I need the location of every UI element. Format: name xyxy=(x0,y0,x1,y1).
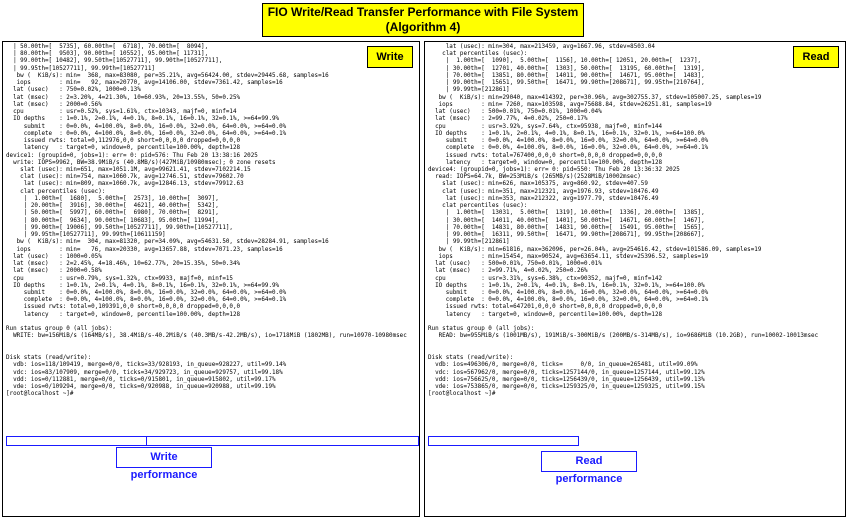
read-terminal-line: | 99.00th=[ 15651, 99.50th=[ 16471, 99.90th=[208671], 99.95th=[210764], xyxy=(445,80,705,87)
read-terminal-line: lat (usec) : 500=0.01%, 750=0.01%, 1000=0.04% xyxy=(435,109,602,116)
write-terminal-line: lat (usec): min=809, max=1060.7k, avg=12846.13, stdev=79912.63 xyxy=(23,181,244,188)
read-terminal-line: vde: ios=753865/0, merge=0/0, ticks=1259325/0, in_queue=1259325, util=99.15% xyxy=(435,384,705,391)
read-terminal-line: complete : 0=0.0%, 4=100.0%, 8=0.0%, 16=0.0%, 32=0.0%, 64=0.0%, >=64=0.1% xyxy=(445,297,709,304)
read-bw-highlight xyxy=(428,436,579,446)
write-terminal-line: complete : 0=0.0%, 4=100.0%, 8=0.0%, 16=0.0%, 32=0.0%, 64=0.0%, >=64=0.1% xyxy=(23,130,287,137)
title-line-2: (Algorithm 4) xyxy=(385,20,461,34)
write-terminal-line: complete : 0=0.0%, 4=100.0%, 8=0.0%, 16=0.0%, 32=0.0%, 64=0.0%, >=64=0.1% xyxy=(23,297,287,304)
write-terminal-line: | 80.00th=[ 9503], 90.00th=[ 10552], 95.00th=[ 11731], xyxy=(13,51,209,58)
write-terminal-line: vdd: ios=0/112881, merge=0/0, ticks=0/915801, in_queue=915802, util=99.17% xyxy=(13,376,276,383)
read-terminal-line: | 30.00th=[ 14011, 40.00th=[ 1401], 50.00th=[ 14671, 60.00th=[ 1467], xyxy=(445,217,705,224)
write-terminal-line: slat (usec): min=651, max=1051.1M, avg=99621.41, stdev=7102214.15 xyxy=(20,166,251,173)
page-title xyxy=(262,3,584,37)
read-terminal-line: lat (usec) : 500=0.01%, 750=0.01%, 1000=0.01% xyxy=(435,261,602,268)
write-terminal-line: | 80.00th=[ 9634], 90.00th=[ 10683], 95.00th=[ 11994], xyxy=(23,217,219,224)
read-terminal-line: vdb: ios=496306/0, merge=0/0, ticks= 0/0, in_queue=265481, util=99.09% xyxy=(435,362,698,369)
write-terminal-line: | 50.00th=[ 5735], 60.00th=[ 6718], 70.00th=[ 8094], xyxy=(13,44,209,50)
write-terminal-line: vdc: ios=83/107909, merge=0/0, ticks=34/929723, in_queue=929757, util=99.18% xyxy=(13,369,283,376)
read-terminal-line: iops : min=15454, max=90524, avg=63654.11, stdev=25396.52, samples=19 xyxy=(438,253,709,260)
write-terminal-line: | 99.00th=[ 10482], 99.50th=[10527711], 99.90th=[10527711], xyxy=(13,58,223,65)
write-terminal-panel xyxy=(2,41,420,517)
read-terminal-line: bw ( KiB/s): min=29040, max=414392, per=30.96%, avg=302755.37, stdev=105007.25, samples=19 xyxy=(438,94,762,101)
write-terminal-line: device1: (groupid=0, jobs=1): err= 0: pid=576: Thu Feb 20 13:38:16 2025 xyxy=(6,152,258,159)
read-terminal-line: Disk stats (read/write): xyxy=(428,355,514,362)
write-terminal-line: clat percentiles (usec): xyxy=(20,188,106,195)
read-terminal-line: issued rwts: total=647201,0,0,0 short=0,0,0,0 dropped=0,0,0,0 xyxy=(445,304,663,311)
title-line-1: FIO Write/Read Transfer Performance with File System xyxy=(267,5,579,19)
write-performance-label: Write performance xyxy=(116,447,212,468)
write-terminal-line: IO depths : 1=0.1%, 2=0.1%, 4=0.1%, 8=0.1%, 16=0.1%, 32=0.1%, >=64=99.9% xyxy=(13,116,280,123)
write-terminal-line: issued rwts: total=0,112976,0,0 short=0,0,0,0 dropped=0,0,0,0 xyxy=(23,138,241,145)
write-terminal-line: lat (usec) : 1000=0.05% xyxy=(13,253,102,260)
write-terminal-line: bw ( KiB/s): min= 368, max=83080, per=35.21%, avg=56424.00, stdev=29445.68, samples=16 xyxy=(16,72,329,79)
read-terminal-line: | 70.00th=[ 14831, 80.00th=[ 14831, 90.00th=[ 15491, 95.00th=[ 1565], xyxy=(445,224,705,231)
read-terminal-line: READ: bw=955MiB/s (1001MB/s), 191MiB/s-300MiB/s (200MB/s-314MB/s), io=9686MiB (10.2GB), run=10002-10013msec xyxy=(438,333,819,340)
read-terminal-line: Run status group 0 (all jobs): xyxy=(428,326,535,333)
write-terminal-line: vdb: ios=118/109419, merge=0/0, ticks=33/928193, in_queue=928227, util=99.14% xyxy=(13,362,287,369)
read-terminal-line: | 99.99th=[212861] xyxy=(445,87,510,94)
read-performance-label: Read performance xyxy=(541,451,637,472)
write-terminal-line: write: IOPS=9962, BW=38.9MiB/s (40.8MB/s)(427MiB/10980msec); 0 zone resets xyxy=(13,159,276,166)
read-terminal-line: iops : min= 7260, max=103598, avg=75688.84, stdev=26251.81, samples=19 xyxy=(438,101,712,108)
write-terminal-line: lat (msec) : 2=2.45%, 4=18.46%, 10=62.77%, 20=15.35%, 50=0.34% xyxy=(13,261,241,268)
write-terminal-line: submit : 0=0.0%, 4=100.0%, 8=0.0%, 16=0.0%, 32=0.0%, 64=0.0%, >=64=0.0% xyxy=(23,123,287,130)
write-terminal-line: | 99.95th=[10527711], 99.99th=[10611159] xyxy=(23,232,166,239)
write-terminal-line: WRITE: bw=156MiB/s (164MB/s), 38.4MiB/s-40.2MiB/s (40.3MB/s-42.2MB/s), io=1718MiB (1802MB), run=10970-10980msec xyxy=(13,333,407,340)
read-terminal-line: latency : target=0, window=0, percentile=100.00%, depth=128 xyxy=(445,159,663,166)
write-terminal-line: | 99.00th=[ 19006], 99.50th=[10527711], 99.90th=[10527711], xyxy=(23,224,233,231)
read-terminal-line: complete : 0=0.0%, 4=100.0%, 8=0.0%, 16=0.0%, 32=0.0%, 64=0.0%, >=64=0.1% xyxy=(445,145,709,152)
write-terminal-line: issued rwts: total=0,109391,0,0 short=0,0,0,0 dropped=0,0,0,0 xyxy=(23,304,241,311)
write-terminal-line: latency : target=0, window=0, percentile=100.00%, depth=128 xyxy=(23,311,241,318)
write-terminal-line: lat (msec) : 2=3.20%, 4=21.30%, 10=60.93%, 20=13.55%, 50=0.25% xyxy=(13,94,241,101)
read-terminal-line: submit : 0=0.0%, 4=100.0%, 8=0.0%, 16=0.0%, 32=0.0%, 64=0.0%, >=64=0.0% xyxy=(445,138,709,145)
write-terminal-line: vde: ios=0/109294, merge=0/0, ticks=0/920988, in_queue=920988, util=99.19% xyxy=(13,384,276,391)
read-terminal-output xyxy=(428,44,843,398)
write-terminal-line: [root@localhost ~]# xyxy=(6,391,74,398)
write-terminal-line: IO depths : 1=0.1%, 2=0.1%, 4=0.1%, 8=0.1%, 16=0.1%, 32=0.1%, >=64=99.9% xyxy=(13,282,280,289)
write-terminal-line: | 1.00th=[ 1680], 5.00th=[ 2573], 10.00th=[ 3097], xyxy=(23,195,219,202)
write-terminal-line: | 99.95th=[10527711], 99.99th=[10527711] xyxy=(13,65,155,72)
write-terminal-line: submit : 0=0.0%, 4=100.0%, 8=0.0%, 16=0.0%, 32=0.0%, 64=0.0%, >=64=0.0% xyxy=(23,289,287,296)
write-tag: Write xyxy=(367,46,413,68)
read-terminal-line: | 99.00th=[ 16311, 99.50th=[ 16471, 99.90th=[208671], 99.95th=[208667], xyxy=(445,232,705,239)
write-terminal-line: iops : min= 92, max=20770, avg=14106.00, stdev=7361.42, samples=16 xyxy=(16,80,283,87)
read-terminal-line: slat (usec): min=626, max=105375, avg=860.92, stdev=407.59 xyxy=(442,181,648,188)
read-terminal-line: | 99.99th=[212861] xyxy=(445,239,510,246)
read-terminal-line: issued rwts: total=767400,0,0,0 short=0,0,0,0 dropped=0,0,0,0 xyxy=(445,152,663,159)
read-terminal-line: | 30.00th=[ 12701, 40.00th=[ 1303], 50.00th=[ 13195, 60.00th=[ 1319], xyxy=(445,65,705,72)
read-terminal-line: | 1.00th=[ 13031, 5.00th=[ 1319], 10.00th=[ 1336], 20.00th=[ 1385], xyxy=(445,210,705,217)
read-terminal-panel xyxy=(424,41,846,517)
write-terminal-line: bw ( KiB/s): min= 304, max=81320, per=34.09%, avg=54631.50, stdev=28284.91, samples=16 xyxy=(16,239,329,246)
write-terminal-line: Run status group 0 (all jobs): xyxy=(6,326,113,333)
read-terminal-line: submit : 0=0.0%, 4=100.0%, 8=0.0%, 16=0.0%, 32=0.0%, 64=0.0%, >=64=0.0% xyxy=(445,289,709,296)
write-terminal-line: iops : min= 76, max=20330, avg=13657.88, stdev=7071.23, samples=16 xyxy=(16,246,283,253)
read-terminal-line: IO depths : 1=0.1%, 2=0.1%, 4=0.1%, 8=0.1%, 16=0.1%, 32=0.1%, >=64=100.0% xyxy=(435,130,705,137)
read-terminal-line: vdd: ios=756625/0, merge=0/0, ticks=1256439/0, in_queue=1256439, util=99.13% xyxy=(435,376,705,383)
read-terminal-line: lat (usec): min=304, max=213459, avg=1667.96, stdev=8503.04 xyxy=(445,44,655,50)
write-terminal-line: | 50.00th=[ 5997], 60.00th=[ 6980], 70.00th=[ 8291], xyxy=(23,210,219,217)
write-terminal-line: | 20.00th=[ 3916], 30.00th=[ 4621], 40.00th=[ 5342], xyxy=(23,203,219,210)
read-terminal-line: lat (msec) : 2=99.77%, 4=0.02%, 250=0.17% xyxy=(435,116,588,123)
read-terminal-line: IO depths : 1=0.1%, 2=0.1%, 4=0.1%, 8=0.1%, 16=0.1%, 32=0.1%, >=64=100.0% xyxy=(435,282,705,289)
read-terminal-line: cpu : usr=3.31%, sys=6.38%, ctx=90352, majf=0, minf=142 xyxy=(435,275,663,282)
read-terminal-line: clat (usec): min=351, max=212321, avg=1976.93, stdev=10476.49 xyxy=(442,188,659,195)
read-terminal-line: latency : target=0, window=0, percentile=100.00%, depth=128 xyxy=(445,311,663,318)
read-terminal-line: cpu : usr=3.92%, sys=7.64%, ctx=95938, majf=0, minf=144 xyxy=(435,123,663,130)
read-terminal-line: [root@localhost ~]# xyxy=(428,391,496,398)
write-terminal-line: cpu : usr=0.52%, sys=1.61%, ctx=10343, majf=0, minf=14 xyxy=(13,109,237,116)
read-terminal-line: clat percentiles (usec): xyxy=(442,51,528,58)
write-terminal-line: cpu : usr=0.79%, sys=1.32%, ctx=9933, majf=0, minf=15 xyxy=(13,275,233,282)
write-terminal-line: lat (msec) : 2000=0.58% xyxy=(13,268,102,275)
read-terminal-line: | 1.00th=[ 1090], 5.00th=[ 1156], 10.00th=[ 12051, 20.00th=[ 1237], xyxy=(445,58,702,65)
read-terminal-line: bw ( KiB/s): min=61816, max=362096, per=26.04%, avg=254616.42, stdev=101586.09, samples=19 xyxy=(438,246,762,253)
read-terminal-line: | 70.00th=[ 13851, 80.00th=[ 14011, 90.00th=[ 14671, 95.00th=[ 1483], xyxy=(445,72,705,79)
read-terminal-line: read: IOPS=64.7k, BW=253MiB/s (265MB/s)(2528MiB/10002msec) xyxy=(435,174,641,181)
read-tag: Read xyxy=(793,46,839,68)
read-terminal-line: clat percentiles (usec): xyxy=(442,203,528,210)
write-terminal-line: lat (usec) : 750=0.02%, 1000=0.13% xyxy=(13,87,141,94)
read-terminal-line: device4: (groupid=0, jobs=1): err= 0: pid=550: Thu Feb 20 13:36:32 2025 xyxy=(428,166,680,173)
write-terminal-line: Disk stats (read/write): xyxy=(6,355,92,362)
write-terminal-line: clat (usec): min=754, max=1060.7k, avg=12746.51, stdev=79602.70 xyxy=(20,174,244,181)
read-terminal-line: lat (usec): min=353, max=212322, avg=1977.79, stdev=10476.49 xyxy=(445,195,659,202)
write-terminal-line: lat (msec) : 2000=0.56% xyxy=(13,101,102,108)
write-terminal-line: latency : target=0, window=0, percentile=100.00%, depth=128 xyxy=(23,145,241,152)
write-terminal-output xyxy=(6,44,417,398)
read-terminal-line: lat (msec) : 2=99.71%, 4=0.02%, 250=0.26% xyxy=(435,268,588,275)
write-bw-highlight xyxy=(6,436,147,446)
read-terminal-line: vdc: ios=567962/0, merge=0/0, ticks=1257144/0, in_queue=1257144, util=99.12% xyxy=(435,369,705,376)
